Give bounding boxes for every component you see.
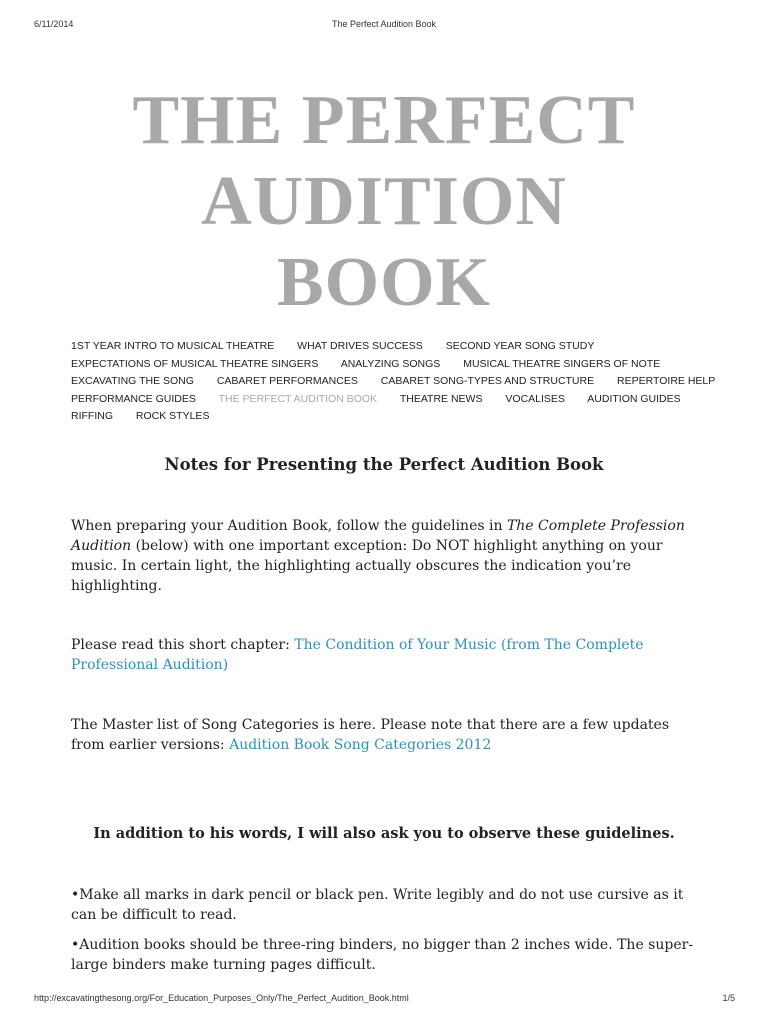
nav-item-riffing[interactable]: RIFFING [71, 410, 113, 423]
nav-item-what-drives-success[interactable]: WHAT DRIVES SUCCESS [297, 340, 423, 352]
nav-item-perfect-audition-book[interactable]: THE PERFECT AUDITION BOOK [218, 392, 378, 405]
book-title-emphasis: The Complete Profession Audition [71, 518, 685, 554]
nav-item-theatre-news[interactable]: THEATRE NEWS [399, 392, 483, 405]
bullet-dark-pencil: •Make all marks in dark pencil or black pen. Write legibly and do not use cursive as it can be difficult to read. [71, 887, 684, 923]
bullet-three-ring-binders: •Audition books should be three-ring binders, no bigger than 2 inches wide. The super-large binders make turning pages difficult. [71, 937, 694, 973]
song-categories-link[interactable]: Audition Book Song Categories 2012 [229, 737, 492, 753]
paragraph-master-list [71, 715, 701, 755]
paragraph-chapter-text: Please read this short chapter: [71, 637, 295, 653]
guidelines-heading: In addition to his words, I will also ask you to observe these guidelines. [93, 825, 675, 842]
print-doc-title: The Perfect Audition Book [331, 19, 437, 29]
site-title-line-2: AUDITION [201, 163, 567, 240]
main-nav [71, 338, 716, 426]
paragraph-chapter [71, 635, 701, 675]
nav-item-excavating-the-song[interactable]: EXCAVATING THE SONG [71, 375, 194, 388]
paragraph-guidelines-text-a: When preparing your Audition Book, follow the guidelines in [71, 518, 507, 534]
nav-item-singers-of-note[interactable]: MUSICAL THEATRE SINGERS OF NOTE [463, 357, 661, 370]
nav-item-second-year-song-study[interactable]: SECOND YEAR SONG STUDY [445, 340, 595, 352]
print-header [0, 19, 768, 33]
print-url: http://excavatingthesong.org/For_Education_Purposes_Only/The_Perfect_Audition_Book.html [34, 993, 409, 1003]
print-date: 6/11/2014 [34, 19, 74, 29]
paragraph-master-list-text: The Master list of Song Categories is here. Please note that there are a few updates from earlier versions: [71, 717, 670, 753]
nav-item-intro-musical-theatre[interactable]: 1ST YEAR INTRO TO MUSICAL THEATRE [71, 340, 275, 352]
paragraph-guidelines-text-b: (below) with one important exception: Do NOT highlight anything on your music. In certain light, the highlighting actually obscures the indication you’re highlighting. [71, 538, 663, 594]
nav-item-analyzing-songs[interactable]: ANALYZING SONGS [340, 357, 441, 370]
nav-item-rock-styles[interactable]: ROCK STYLES [135, 410, 210, 423]
nav-item-cabaret-performances[interactable]: CABARET PERFORMANCES [216, 375, 358, 388]
site-title-line-1: THE PERFECT [132, 82, 636, 159]
site-title[interactable] [0, 80, 768, 323]
nav-item-vocalises[interactable]: VOCALISES [505, 392, 565, 405]
nav-item-audition-guides[interactable]: AUDITION GUIDES [587, 392, 681, 405]
condition-of-music-link[interactable]: The Condition of Your Music (from The Complete Professional Audition) [71, 637, 644, 673]
nav-row-3 [71, 373, 716, 391]
nav-item-expectations[interactable]: EXPECTATIONS OF MUSICAL THEATRE SINGERS [71, 357, 319, 370]
nav-row-2 [71, 356, 711, 374]
nav-row-4 [71, 391, 711, 409]
post-title: Notes for Presenting the Perfect Audition Book [164, 455, 604, 474]
paragraph-guidelines [71, 516, 701, 596]
nav-row-5 [71, 408, 711, 426]
print-footer [0, 993, 768, 1007]
nav-row-1 [71, 338, 711, 356]
nav-item-cabaret-song-types[interactable]: CABARET SONG-TYPES AND STRUCTURE [380, 375, 595, 388]
nav-item-performance-guides[interactable]: PERFORMANCE GUIDES [71, 392, 196, 405]
nav-item-repertoire-help[interactable]: REPERTOIRE HELP [617, 375, 716, 388]
print-page-number: 1/5 [722, 993, 735, 1003]
site-title-line-3: BOOK [276, 244, 492, 321]
